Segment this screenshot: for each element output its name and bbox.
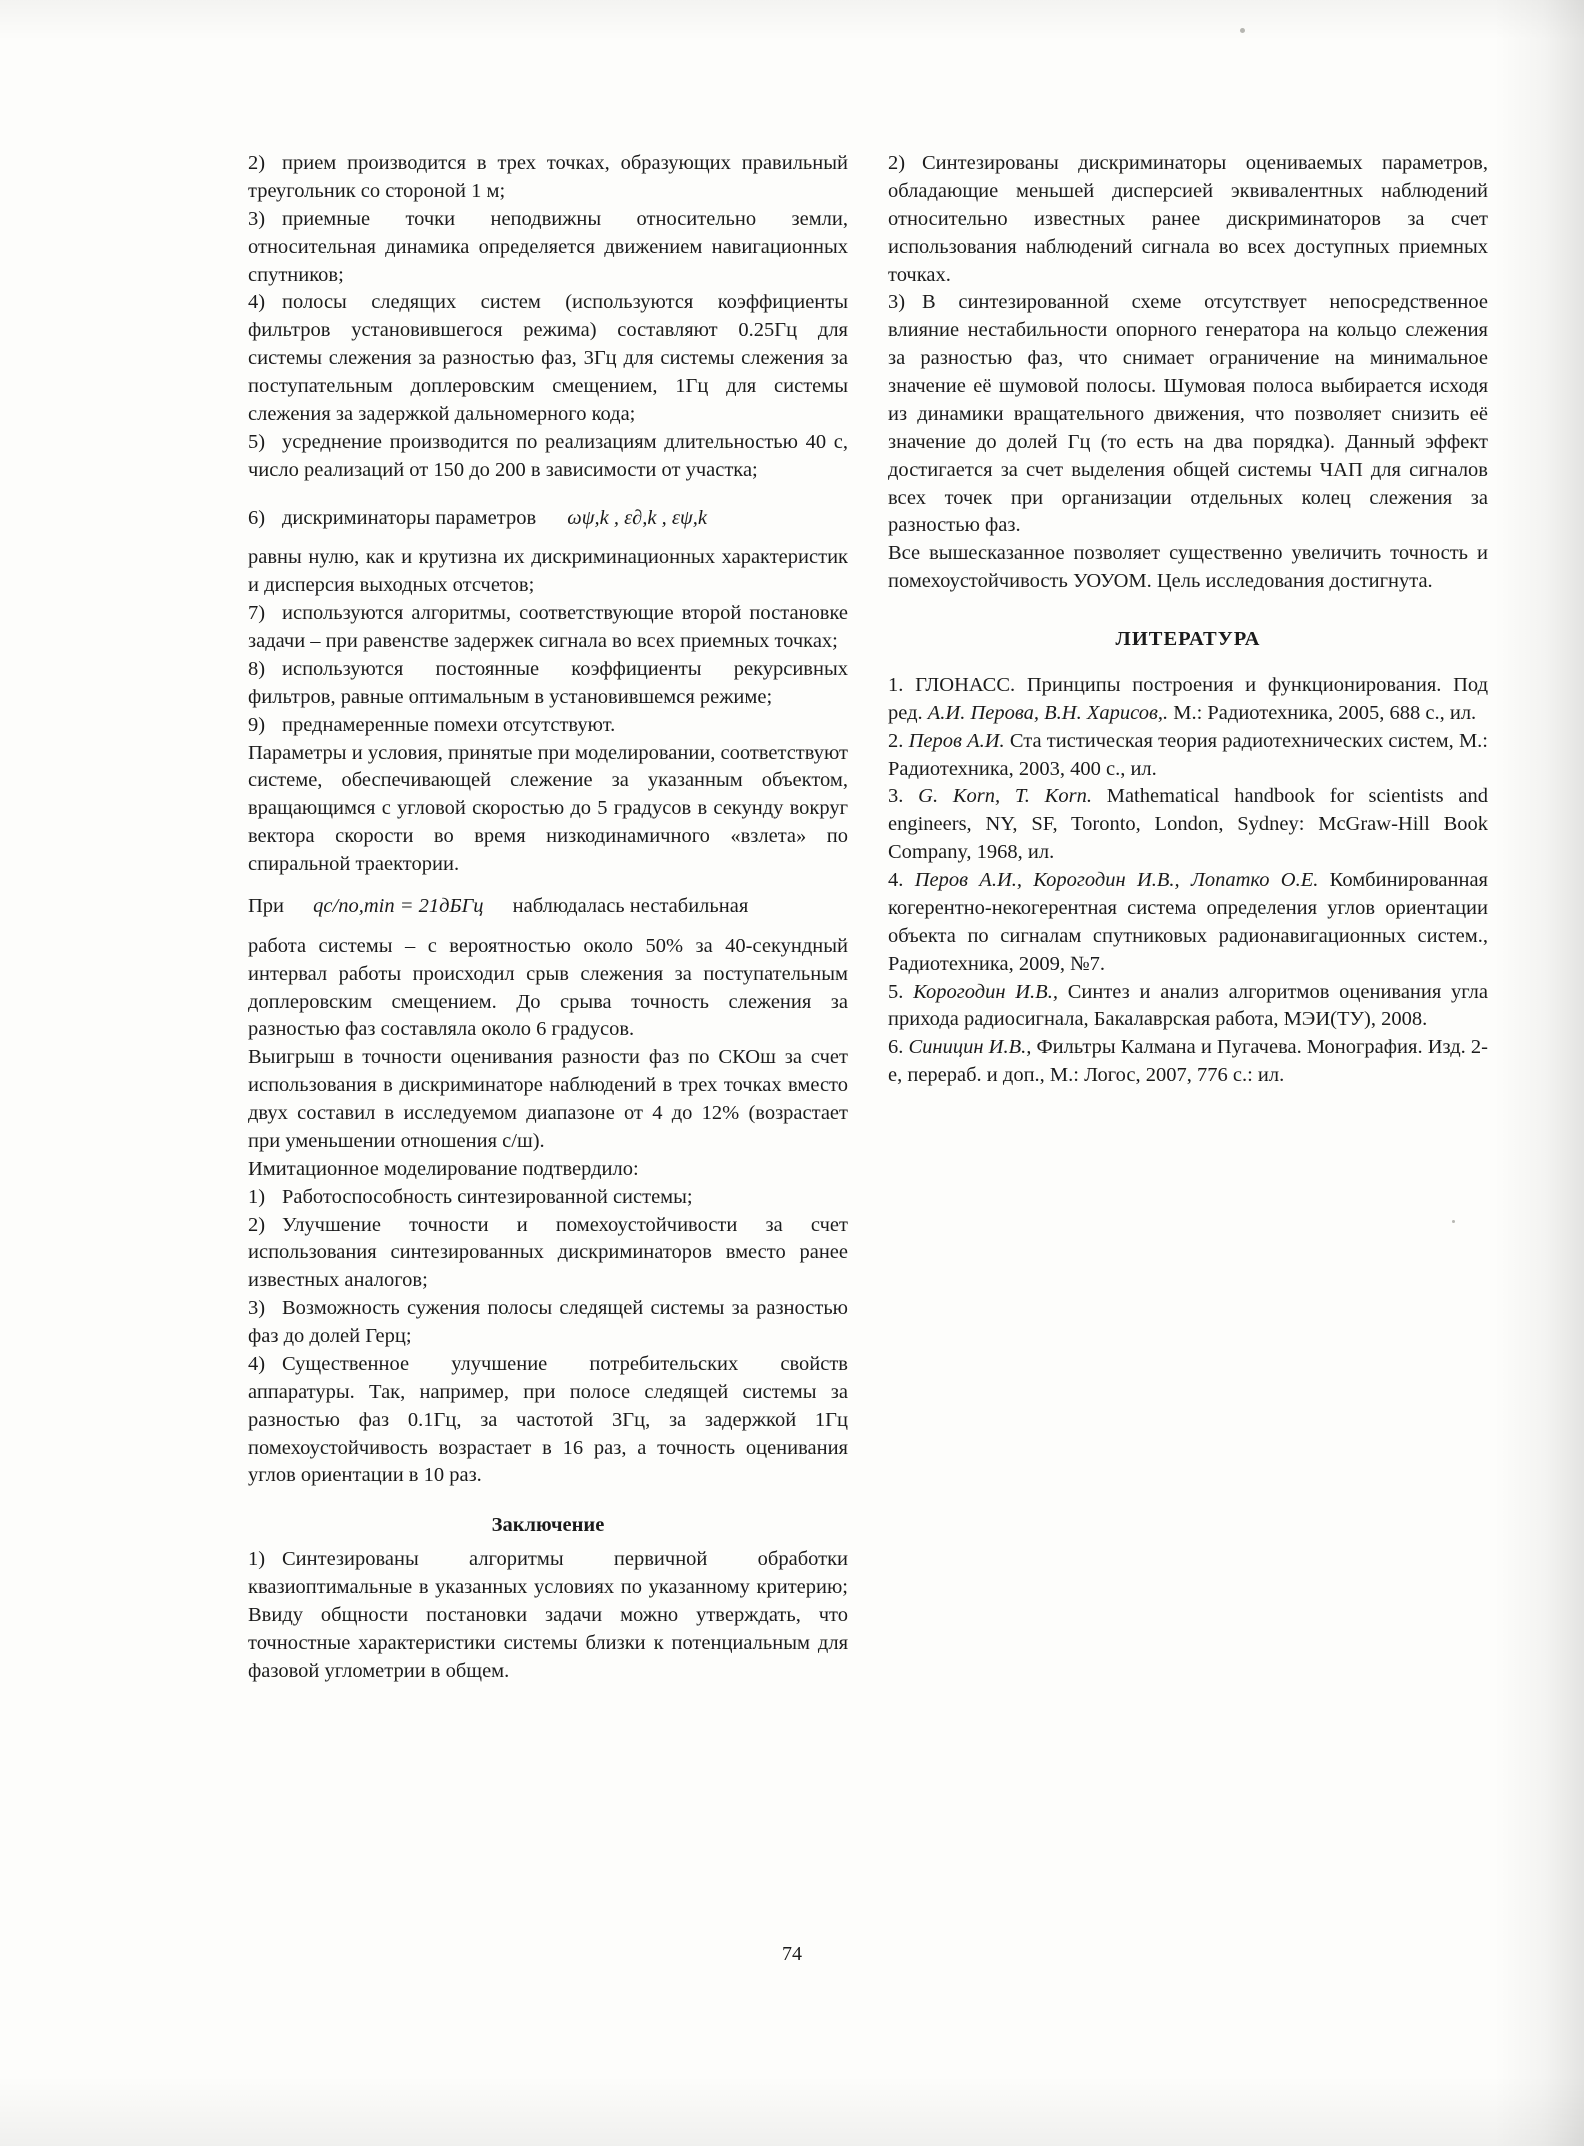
reference-number: 3.: [888, 785, 904, 808]
reference-number: 2.: [888, 729, 904, 752]
list-item-number: 1): [248, 1548, 266, 1571]
list-item-text: преднамеренные помехи отсутствуют.: [282, 713, 616, 736]
list-item-text: В синтезированной схеме отсутствует непосредственное влияние нестабильности опорного генератора на кольцо слежения за разностью фаз, что снимает ограничение на минимальное значение её шумовой полосы. Шумовая полоса выбирается исходя из динамики вращательного движения, что позволяет снизить её значение до долей Гц (то есть на два порядка). Данный эффект достигается за счет выделения общей системы ЧАП для сигналов всех точек при организации отдельных колец слежения за разностью фаз.: [888, 291, 1488, 537]
section-title-references: ЛИТЕРАТУРА: [1115, 628, 1261, 650]
reference-item: [888, 672, 1488, 728]
reference-number: 4.: [888, 869, 904, 891]
list-item-number: 6): [248, 506, 266, 529]
list-item-text: используются постоянные коэффициенты рекурсивных фильтров, равные оптимальным в установившемся режиме;: [248, 657, 848, 708]
list-item-number: 9): [248, 713, 266, 736]
list-item: [248, 1295, 848, 1351]
reference-text: Ста тистическая теория радиотехнических систем, М.: Радиотехника, 2003, 400 с., ил.: [888, 729, 1488, 780]
paragraph-with-formula: [248, 893, 848, 921]
list-item-number: 2): [248, 152, 266, 174]
inline-formula-discriminators: ωψ,k , ε∂,k , εψ,k: [567, 506, 707, 529]
list-item-number: 4): [248, 291, 266, 314]
paragraph-parameters: Параметры и условия, принятые при моделировании, соответствуют системе, обеспечивающей слежение за указанным объектом, вращающимся с угловой скоростью до 5 градусов в секунду вокруг вектора скорости во время низкодинамичного «взлета» по спиральной траектории.: [248, 741, 848, 875]
list-item-text: Улучшение точности и помехоустойчивости за счет использования синтезированных дискриминаторов вместо ранее известных аналогов;: [248, 1213, 848, 1292]
reference-text: Фильтры Калмана и Пугачева. Монография. Изд. 2-е, перераб. и доп., М.: Логос, 2007, 776 с.: ил.: [888, 1036, 1488, 1087]
list-item-number: 7): [248, 602, 266, 625]
list-item: [888, 289, 1488, 540]
list-item: [248, 656, 848, 712]
reference-authors: Перов А.И., Корогодин И.В., Лопатко О.Е.: [914, 869, 1319, 891]
list-item-text: Существенное улучшение потребительских свойств аппаратуры. Так, например, при полосе следящей системы за разностью фаз 0.1Гц, за частотой 3Гц, за задержкой 1Гц помехоустойчивость возрастает в 16 раз, а точность оценивания углов ориентации в 10 раз.: [248, 1352, 848, 1487]
inline-formula-q-min: qс/по,min = 21дБГц: [313, 894, 484, 917]
scan-shading-right: [1494, 0, 1584, 2146]
list-item: [248, 712, 848, 740]
reference-number: 5.: [888, 980, 904, 1003]
list-item-text: усреднение производится по реализациям длительностью 40 с, число реализаций от 150 до 200 в зависимости от участка;: [248, 430, 848, 481]
paragraph-after-formula: работа системы – с вероятностью около 50% за 40-секундный интервал работы происходил срыв слежения за поступательным доплеровским смещением. До срыва точность слежения за разностью фаз составляла около 6 градусов.: [248, 934, 848, 1041]
reference-item: [888, 867, 1488, 979]
list-item: [248, 1351, 848, 1490]
reference-item: [888, 783, 1488, 867]
list-item-text: приемные точки неподвижны относительно земли, относительная динамика определяется движением навигационных спутников;: [248, 207, 848, 286]
reference-authors: А.И. Перова, В.Н. Харисов,.: [927, 701, 1169, 724]
list-item: [248, 150, 848, 206]
list-item-text: прием производится в трех точках, образующих правильный треугольник со стороной 1 м;: [248, 152, 848, 202]
reference-text: Синтез и анализ алгоритмов оценивания угла прихода радиосигнала, Бакалаврская работа, МЭИ(ТУ), 2008.: [888, 980, 1489, 1031]
reference-number: 1.: [888, 673, 904, 696]
reference-text: ГЛОНАСС. Принципы построения и функционирования. Под ред.: [888, 673, 1489, 724]
list-item-number: 3): [248, 207, 266, 230]
reference-item: [888, 979, 1488, 1035]
list-item-with-formula: [248, 505, 848, 533]
list-item: [248, 206, 848, 290]
list-item-number: 8): [248, 657, 266, 680]
list-item: [248, 1546, 848, 1685]
left-column: [248, 150, 848, 1686]
list-item-number: 2): [888, 152, 906, 174]
page-number: 74: [782, 1943, 802, 1965]
section-title-conclusion: Заключение: [491, 1514, 605, 1537]
reference-item: [888, 728, 1488, 784]
scan-shading-bottom: [0, 2076, 1584, 2146]
list-item: [248, 289, 848, 428]
list-item-number: 1): [248, 1185, 266, 1208]
list-item: [248, 429, 848, 485]
reference-item: [888, 1034, 1488, 1090]
reference-number: 6.: [888, 1036, 904, 1059]
list-item-number: 3): [248, 1297, 266, 1320]
spacer: [248, 485, 848, 491]
reference-authors: G. Korn, T. Korn.: [918, 785, 1092, 808]
references-list: [888, 672, 1488, 1090]
reference-authors: Перов А.И.: [908, 729, 1005, 752]
reference-text: Mathematical handbook for scientists and engineers, NY, SF, Toronto, London, Sydney: McGraw-Hill Book Company, 1968, ил.: [888, 785, 1489, 864]
list-item-continuation: равны нулю, как и крутизна их дискриминационных характеристик и дисперсия выходных отсчетов;: [248, 546, 848, 597]
paragraph-gain: Выигрыш в точности оценивания разности фаз по СКОш за счет использования в дискриминаторе наблюдений в трех точках вместо двух составил в исследуемом диапазоне от 4 до 12% (возрастает при уменьшении отношения с/ш).: [248, 1046, 848, 1152]
reference-authors: Синицин И.В.,: [908, 1036, 1032, 1059]
list-item-text: Возможность сужения полосы следящей системы за разностью фаз до долей Герц;: [248, 1297, 848, 1347]
list-item-number: 3): [888, 291, 906, 314]
reference-text: Комбинированная когерентно-некогерентная система определения углов ориентации объекта по сигналам спутниковых радионавигационных систем., Радиотехника, 2009, №7.: [888, 869, 1488, 975]
reference-text: М.: Радиотехника, 2005, 688 с., ил.: [1168, 701, 1477, 724]
list-item-text: Синтезированы дискриминаторы оцениваемых параметров, обладающие меньшей дисперсией эквивалентных наблюдений относительно известных ранее дискриминаторов за счет использования наблюдений сигнала во всех доступных приемных точках.: [888, 152, 1488, 286]
scan-shading-top: [0, 0, 1584, 40]
list-item-number: 5): [248, 430, 266, 453]
list-item-text: Работоспособность синтезированной системы;: [282, 1185, 693, 1208]
list-item-number: 2): [248, 1213, 266, 1236]
list-item-number: 4): [248, 1352, 266, 1375]
paragraph-closing: Все вышесказанное позволяет существенно увеличить точность и помехоустойчивость УОУОМ. Цель исследования достигнута.: [888, 542, 1488, 593]
list-item: [248, 1184, 848, 1212]
list-item-text: полосы следящих систем (используются коэффициенты фильтров установившегося режима) составляют 0.25Гц для системы слежения за разностью фаз, 3Гц для системы слежения за поступательным доплеровским смещением, 1Гц для системы слежения за задержкой дальномерного кода;: [248, 291, 848, 425]
list-item: [248, 1212, 848, 1296]
scan-speck: [1452, 1220, 1455, 1223]
list-item: [248, 600, 848, 656]
list-item-text: Синтезированы алгоритмы первичной обработки квазиоптимальные в указанных условиях по указанному критерию; Ввиду общности постановки задачи можно утверждать, что точностные характеристики системы близки к потенциальным для фазовой углометрии в общем.: [248, 1548, 848, 1682]
reference-authors: Корогодин И.В.,: [913, 980, 1058, 1003]
scan-speck: [1240, 28, 1245, 33]
list-item-text: используются алгоритмы, соответствующие второй постановке задачи – при равенстве задержек сигнала во всех приемных точках;: [248, 602, 848, 652]
formula-tail-text: наблюдалась нестабильная: [512, 894, 749, 917]
list-item-text: дискриминаторы параметров: [282, 506, 537, 529]
paragraph-simulation-lead: Имитационное моделирование подтвердило:: [248, 1157, 639, 1180]
list-item: [888, 150, 1488, 289]
right-column: [888, 150, 1488, 1090]
formula-lead-text: При: [248, 894, 285, 917]
